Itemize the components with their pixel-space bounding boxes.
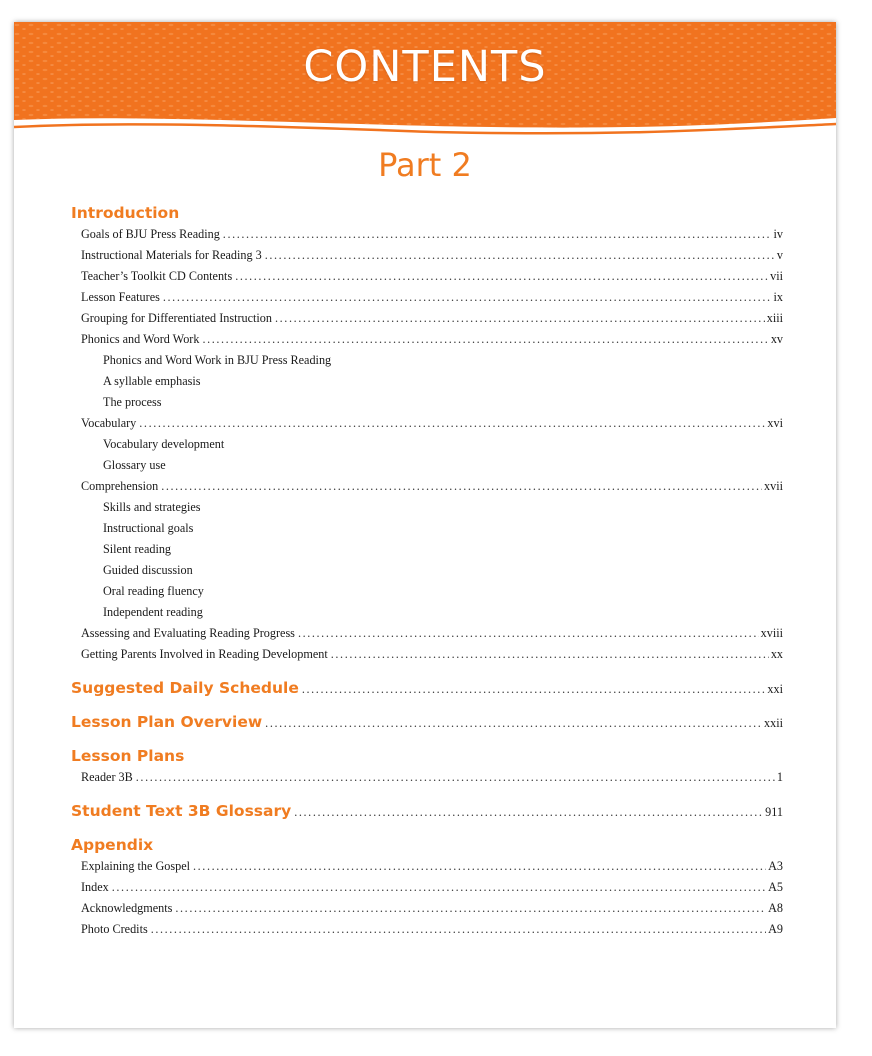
toc-entry[interactable] (71, 919, 783, 940)
dot-leader (331, 644, 769, 665)
entry-page: vii (770, 269, 783, 283)
header-banner (14, 22, 836, 152)
heading-page: 911 (765, 805, 783, 819)
toc-subentry: Oral reading fluency (103, 584, 204, 598)
entry-page: ix (773, 290, 783, 304)
toc-subentry: Skills and strategies (103, 500, 201, 514)
dot-leader (223, 224, 772, 245)
toc-subentry: Independent reading (103, 605, 203, 619)
heading-page: xxi (767, 682, 783, 696)
entry-title: Goals of BJU Press Reading (81, 227, 220, 241)
dot-leader (294, 801, 763, 822)
toc-entry[interactable] (71, 644, 783, 665)
section-heading-lesson-plan-overview[interactable] (71, 711, 783, 733)
dot-leader (175, 898, 766, 919)
dot-leader (112, 877, 766, 898)
entry-title: Comprehension (81, 479, 159, 493)
toc-entry[interactable] (71, 767, 783, 788)
toc-subentry: Guided discussion (103, 563, 193, 577)
heading-page: xxii (764, 716, 783, 730)
dot-leader (163, 287, 772, 308)
entry-title: Phonics and Word Work (81, 332, 200, 346)
toc-entry[interactable] (71, 245, 783, 266)
entry-title: Grouping for Differentiated Instruction (81, 311, 272, 325)
entry-title: Teacher’s Toolkit CD Contents (81, 269, 233, 283)
toc-entry[interactable] (71, 287, 783, 308)
toc-subentry: Silent reading (103, 542, 172, 556)
dot-leader (265, 245, 775, 266)
section-heading-appendix: Appendix (71, 836, 154, 854)
toc-subentry: The process (103, 395, 162, 409)
entry-page: xiii (766, 311, 783, 325)
entry-page: A3 (768, 859, 783, 873)
toc-entry[interactable] (71, 898, 783, 919)
entry-title: Index (81, 880, 109, 894)
dot-leader (136, 767, 775, 788)
appendix-list (71, 856, 783, 940)
dot-leader (265, 712, 762, 733)
document-page (14, 22, 836, 1028)
toc-subentry: Phonics and Word Work in BJU Press Reading (103, 353, 332, 367)
entry-title: Assessing and Evaluating Reading Progress (81, 626, 295, 640)
part-title: Part 2 (378, 146, 472, 184)
entry-page: A9 (768, 922, 783, 936)
entry-title: Explaining the Gospel (81, 859, 190, 873)
dot-leader (235, 266, 768, 287)
toc-entry[interactable] (71, 329, 783, 350)
entry-page: xv (770, 332, 783, 346)
toc-subentry: Instructional goals (103, 521, 194, 535)
toc-entry[interactable] (71, 856, 783, 877)
entry-title: Getting Parents Involved in Reading Development (81, 647, 328, 661)
entry-page: xx (770, 647, 783, 661)
table-of-contents (71, 202, 783, 940)
entry-page: v (776, 248, 783, 262)
section-heading-lesson-plans: Lesson Plans (71, 747, 185, 765)
entry-title: Photo Credits (81, 922, 148, 936)
dot-leader (193, 856, 766, 877)
toc-entry[interactable] (71, 476, 783, 497)
dot-leader (139, 413, 765, 434)
heading-title: Student Text 3B Glossary (71, 802, 292, 820)
dot-leader (202, 329, 768, 350)
section-heading-introduction: Introduction (71, 204, 180, 222)
entry-page: 1 (776, 770, 783, 784)
section-heading-student-text-glossary[interactable] (71, 800, 783, 822)
entry-title: Acknowledgments (81, 901, 173, 915)
toc-subentry: A syllable emphasis (103, 374, 201, 388)
entry-title: Reader 3B (81, 770, 133, 784)
toc-entry[interactable] (71, 413, 783, 434)
toc-entry[interactable] (71, 308, 783, 329)
toc-entry[interactable] (71, 877, 783, 898)
entry-page: A8 (768, 901, 783, 915)
heading-title: Suggested Daily Schedule (71, 679, 299, 697)
toc-entry[interactable] (71, 224, 783, 245)
dot-leader (302, 678, 766, 699)
introduction-list (71, 224, 783, 665)
entry-page: iv (773, 227, 783, 241)
dot-leader (275, 308, 765, 329)
toc-entry[interactable] (71, 623, 783, 644)
entry-page: xvi (767, 416, 783, 430)
section-heading-suggested-daily-schedule[interactable] (71, 677, 783, 699)
dot-leader (298, 623, 759, 644)
entry-page: xviii (760, 626, 783, 640)
entry-title: Vocabulary (81, 416, 137, 430)
entry-page: A5 (768, 880, 783, 894)
toc-subentry: Vocabulary development (103, 437, 225, 451)
dot-leader (151, 919, 766, 940)
toc-entry[interactable] (71, 266, 783, 287)
page-title: CONTENTS (303, 42, 547, 92)
dot-leader (161, 476, 762, 497)
toc-subentry: Glossary use (103, 458, 166, 472)
entry-page: xvii (764, 479, 783, 493)
entry-title: Lesson Features (81, 290, 160, 304)
heading-title: Lesson Plan Overview (71, 713, 263, 731)
entry-title: Instructional Materials for Reading 3 (81, 248, 262, 262)
